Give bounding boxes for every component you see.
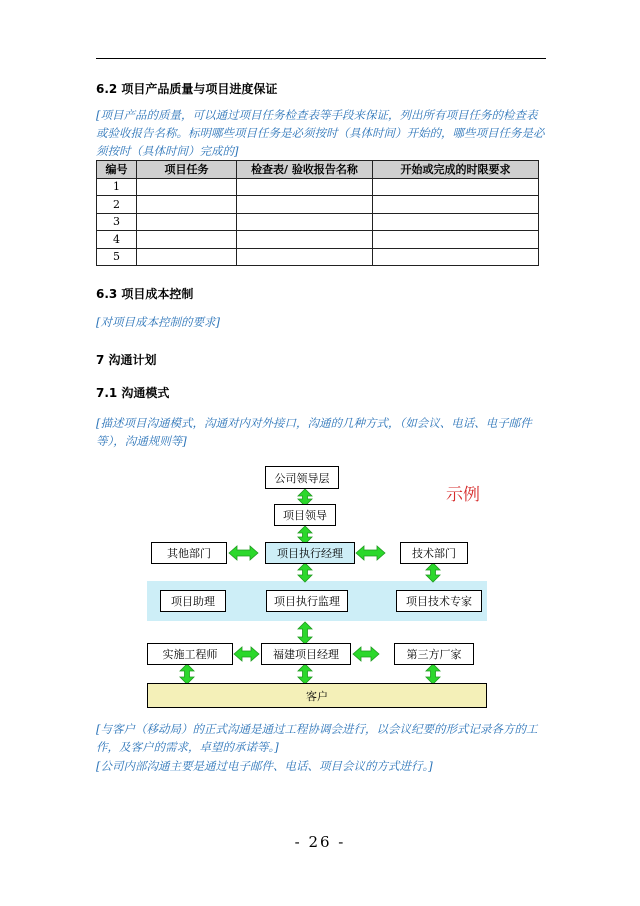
node-implementation-engineer: 实施工程师 xyxy=(147,643,233,665)
node-project-assistant: 项目助理 xyxy=(160,590,226,612)
node-company-leadership: 公司领导层 xyxy=(265,466,339,489)
table-row xyxy=(97,213,539,231)
table-row xyxy=(97,248,539,266)
node-project-exec-manager: 项目执行经理 xyxy=(265,542,355,564)
col-header-task: 项目任务 xyxy=(137,161,237,179)
cell-task xyxy=(137,196,237,214)
arrow-exec-manager-tech-dept xyxy=(356,546,385,560)
header-rule xyxy=(96,58,546,59)
col-header-checklist: 检查表/ 验收报告名称 xyxy=(237,161,373,179)
node-other-departments: 其他部门 xyxy=(151,542,227,564)
arrow-other-dept-exec-manager xyxy=(229,546,258,560)
cell-checklist xyxy=(237,178,373,196)
col-header-deadline: 开始或完成的时限要求 xyxy=(373,161,539,179)
page-number: - 26 - xyxy=(294,833,346,851)
cell-task xyxy=(137,178,237,196)
node-third-party-vendor: 第三方厂家 xyxy=(394,643,474,665)
cell-number: 3 xyxy=(97,213,137,231)
cell-checklist xyxy=(237,231,373,249)
cell-number: 4 xyxy=(97,231,137,249)
closing-note-internal: [公司内部沟通主要是通过电子邮件、电话、项目会议的方式进行。] xyxy=(96,759,433,773)
cell-task xyxy=(137,231,237,249)
table-header-row xyxy=(97,161,539,179)
node-project-tech-expert: 项目技术专家 xyxy=(396,590,482,612)
arrow-engineer-customer xyxy=(180,664,194,684)
cell-checklist xyxy=(237,213,373,231)
table-row xyxy=(97,178,539,196)
section-6-2-heading: 6.2 项目产品质量与项目进度保证 xyxy=(96,82,278,96)
node-fujian-project-manager: 福建项目经理 xyxy=(261,643,351,665)
arrow-fujian-manager-vendor xyxy=(353,647,379,661)
arrow-engineer-fujian-manager xyxy=(234,647,259,661)
arrow-vendor-customer xyxy=(426,664,440,684)
closing-note-customer: [与客户（移动局）的正式沟通是通过工程协调会进行，以会议纪要的形式记录各方的工作，及客户的需求，卓望的承诺等。] xyxy=(96,722,538,754)
cell-checklist xyxy=(237,248,373,266)
section-6-2-note: [项目产品的质量，可以通过项目任务检查表等手段来保证，列出所有项目任务的检查表或验收报告名称。标明哪些项目任务是必须按时（具体时间）开始的，哪些项目任务是必须按时（具体时间）完成的] xyxy=(96,108,545,158)
cell-deadline xyxy=(373,196,539,214)
cell-number: 5 xyxy=(97,248,137,266)
cell-checklist xyxy=(237,196,373,214)
cell-task xyxy=(137,213,237,231)
cell-deadline xyxy=(373,213,539,231)
section-7-1-note: [描述项目沟通模式，沟通对内对外接口，沟通的几种方式，（如会议、电话、电子邮件等），沟通规则等] xyxy=(96,416,532,448)
arrow-fujian-manager-customer xyxy=(298,664,312,684)
cell-deadline xyxy=(373,248,539,266)
node-tech-department: 技术部门 xyxy=(400,542,468,564)
cell-deadline xyxy=(373,178,539,196)
arrow-tech-dept-band xyxy=(426,563,440,582)
arrow-supervisor-fujian-manager xyxy=(298,622,312,644)
section-7-1-heading: 7.1 沟通模式 xyxy=(96,386,170,400)
node-customer: 客户 xyxy=(147,683,487,708)
example-label: 示例 xyxy=(446,485,480,505)
section-6-3-heading: 6.3 项目成本控制 xyxy=(96,287,194,301)
cell-number: 1 xyxy=(97,178,137,196)
cell-number: 2 xyxy=(97,196,137,214)
task-checklist-table xyxy=(96,160,539,266)
cell-deadline xyxy=(373,231,539,249)
table-row xyxy=(97,196,539,214)
col-header-number: 编号 xyxy=(97,161,137,179)
section-6-3-note: [对项目成本控制的要求] xyxy=(96,315,220,329)
arrow-exec-manager-supervisor xyxy=(298,563,312,582)
node-project-exec-supervisor: 项目执行监理 xyxy=(266,590,348,612)
cell-task xyxy=(137,248,237,266)
section-7-heading: 7 沟通计划 xyxy=(96,353,157,367)
table-row xyxy=(97,231,539,249)
node-project-leader: 项目领导 xyxy=(274,504,336,526)
